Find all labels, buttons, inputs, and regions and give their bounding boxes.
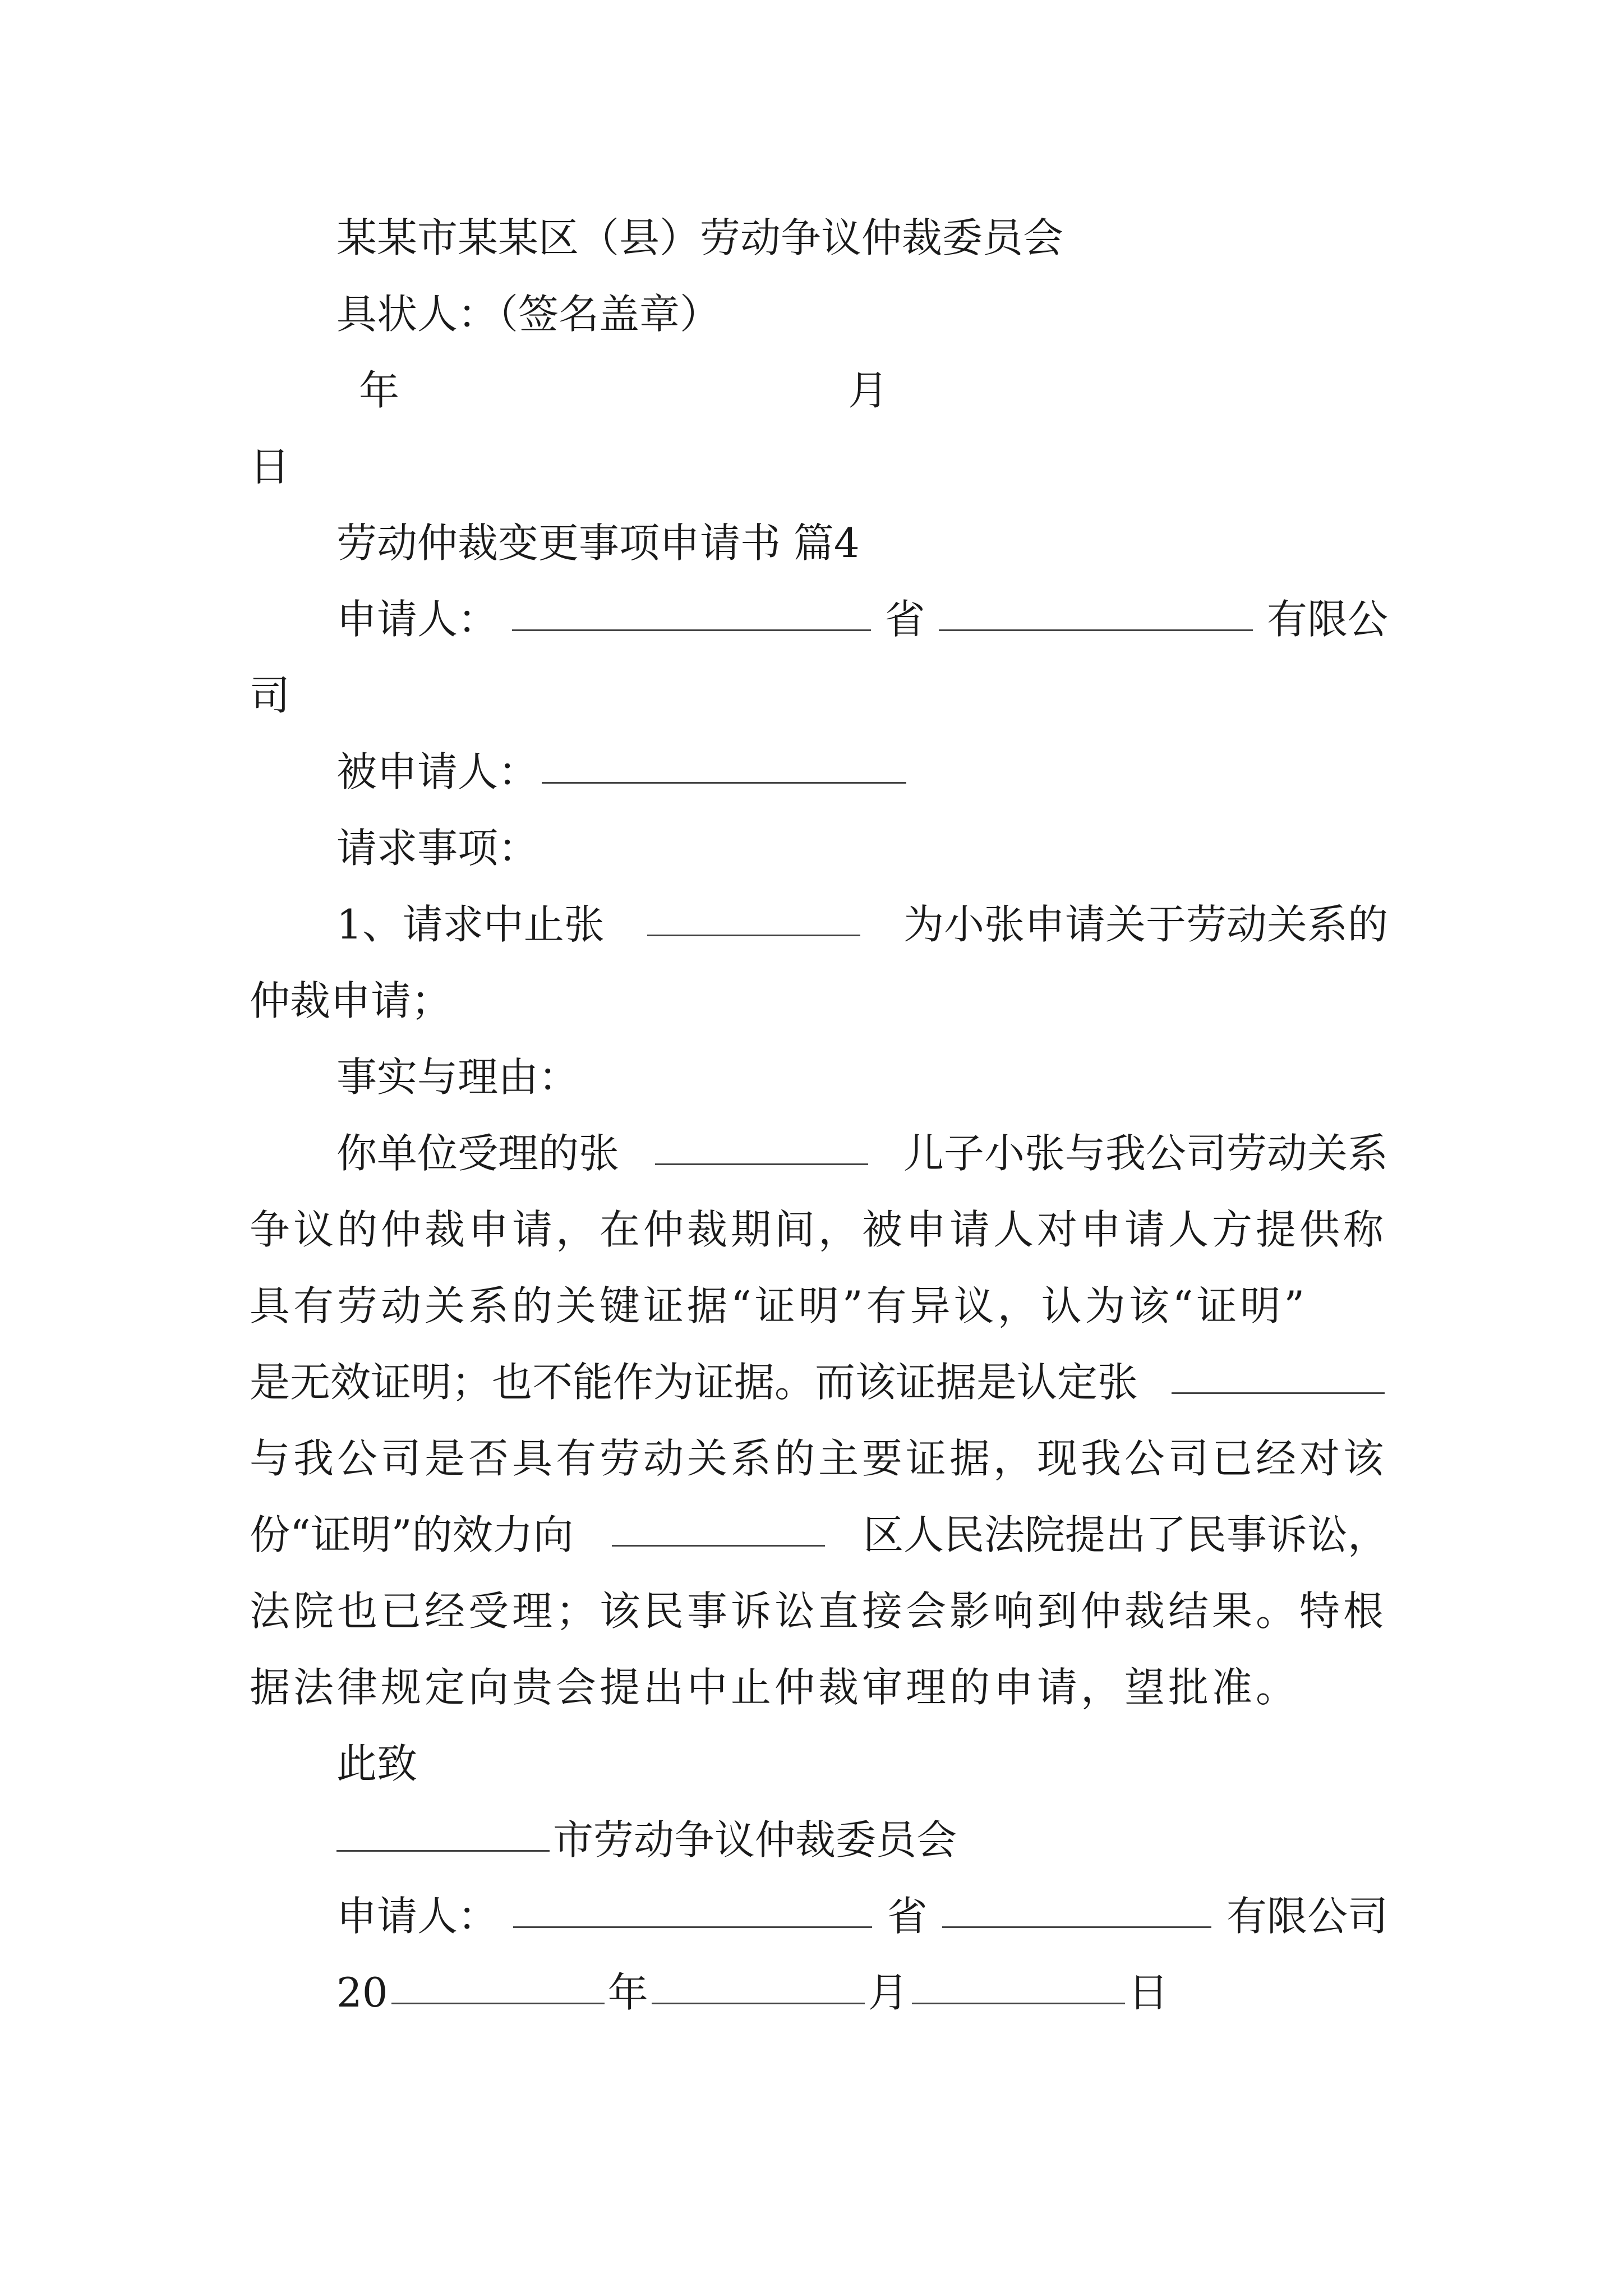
facts-line-2: 争议的仲裁申请，在仲裁期间，被申请人对申请人方提供称 xyxy=(250,1206,1387,1253)
section-title: 劳动仲裁变更事项申请书 篇4 xyxy=(336,519,860,567)
facts-line-3: 具有劳动关系的关键证据“证明”有异议，认为该“证明” xyxy=(250,1282,1308,1329)
blank-field xyxy=(542,781,906,784)
blank-field xyxy=(391,2002,605,2004)
date-line-top xyxy=(359,367,1497,414)
blank-field xyxy=(647,934,860,936)
blank-field xyxy=(512,629,871,631)
blank-field xyxy=(652,2002,865,2004)
signature-date-line: 20 年 月 日 xyxy=(336,1969,1169,2016)
facts-line-4: 是无效证明；也不能作为证据。而该证据是认定张 xyxy=(250,1362,1388,1402)
respondent-line: 被申请人： xyxy=(336,752,1475,792)
blank-field xyxy=(1172,1392,1385,1394)
claims-heading: 请求事项： xyxy=(336,825,539,872)
blank-field xyxy=(655,1163,868,1165)
blank-field xyxy=(912,2002,1125,2004)
blank-field xyxy=(336,1849,550,1852)
claim-item-1-cont: 仲裁申请； xyxy=(250,977,452,1024)
blank-field xyxy=(939,629,1253,631)
addressee-line: 某某市某某区（县）劳动争议仲裁委员会 xyxy=(336,214,1064,261)
facts-heading: 事实与理由： xyxy=(336,1053,579,1101)
applicant-line-cont: 司 xyxy=(250,672,291,719)
blank-field xyxy=(612,1544,825,1547)
claim-item-1: 1、请求中止张 为小张申请关于劳动关系的 xyxy=(336,901,1388,948)
closing-salutation: 此致 xyxy=(336,1740,418,1787)
facts-line-5: 与我公司是否具有劳动关系的主要证据，现我公司已经对该 xyxy=(250,1435,1387,1482)
applicant-line: 申请人： 省 有限公 xyxy=(336,596,1388,643)
blank-field xyxy=(513,1926,872,1928)
facts-line-6: 份“证明”的效力向 区人民法院提出了民事诉讼， xyxy=(250,1511,1388,1558)
year-label: 年 xyxy=(359,367,400,414)
recipient-line: 市劳动争议仲裁委员会 xyxy=(336,1820,1475,1860)
month-label: 月 xyxy=(848,367,889,414)
facts-line-8: 据法律规定向贵会提出中止仲裁审理的申请，望批准。 xyxy=(250,1664,1300,1711)
signature-applicant-line: 申请人： 省 有限公司 xyxy=(336,1893,1388,1940)
facts-line-1: 你单位受理的张 儿子小张与我公司劳动关系 xyxy=(336,1130,1388,1177)
facts-line-7: 法院也已经受理；该民事诉讼直接会影响到仲裁结果。特根 xyxy=(250,1588,1387,1635)
blank-field xyxy=(942,1926,1211,1928)
signer-line: 具状人：（签名盖章） xyxy=(336,291,721,338)
day-line: 日 xyxy=(250,443,291,490)
